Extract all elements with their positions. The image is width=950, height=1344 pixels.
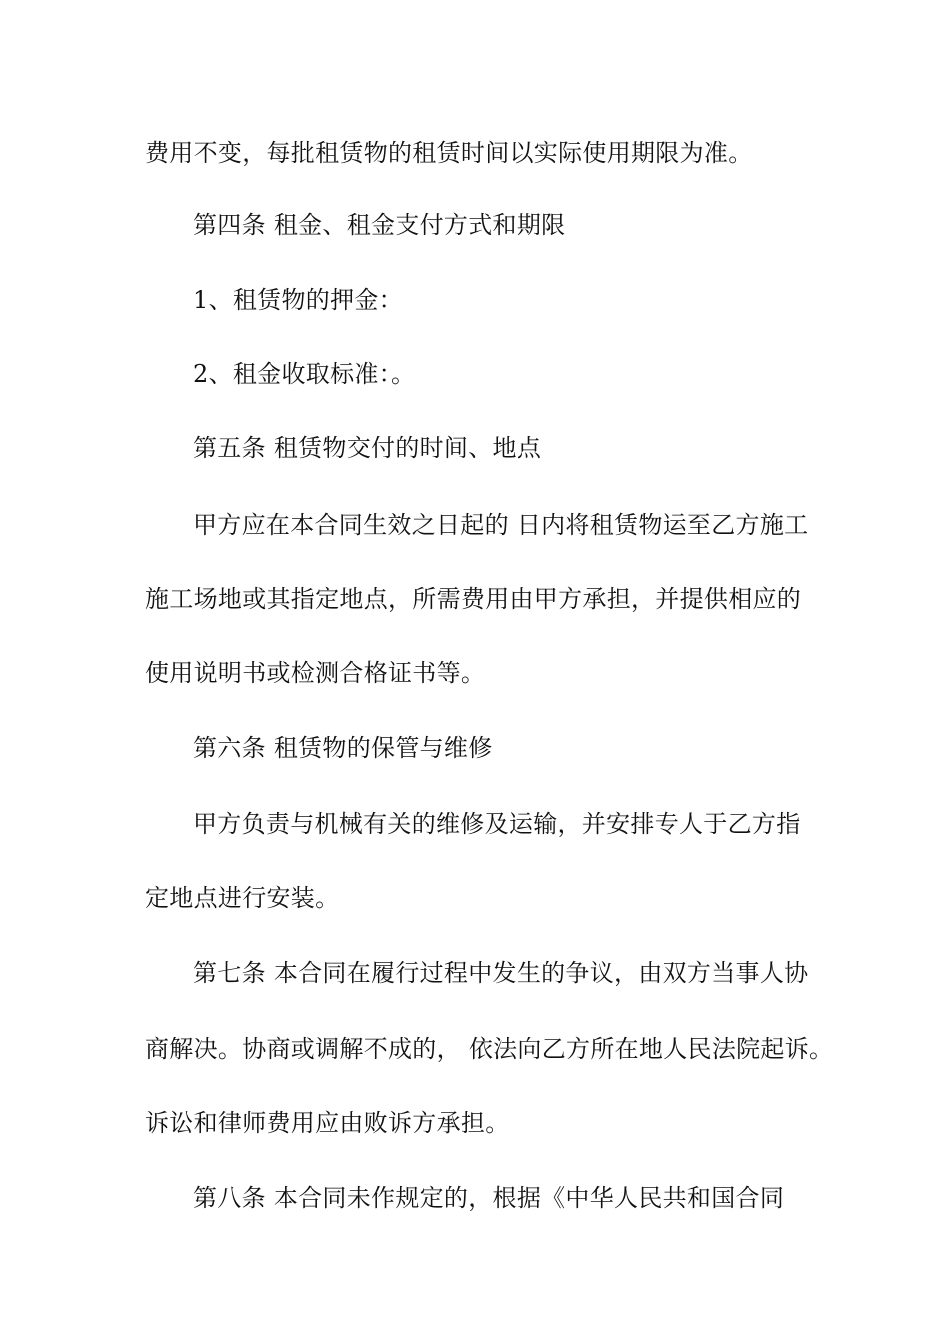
paragraph-line: 定地点进行安装。	[145, 884, 340, 912]
article-8-line: 第八条 本合同未作规定的，根据《中华人民共和国合同	[193, 1184, 785, 1212]
paragraph-line: 商解决。协商或调解不成的， 依法向乙方所在地人民法院起诉。	[145, 1035, 834, 1063]
paragraph-line: 甲方负责与机械有关的维修及运输，并安排专人于乙方指	[193, 810, 801, 838]
paragraph-line: 甲方应在本合同生效之日起的 日内将租赁物运至乙方施工	[193, 511, 809, 539]
paragraph-line: 2、租金收取标准：。	[193, 360, 416, 388]
paragraph-line: 诉讼和律师费用应由败诉方承担。	[145, 1109, 510, 1137]
article-5-heading: 第五条 租赁物交付的时间、地点	[193, 434, 542, 462]
article-4-heading: 第四条 租金、租金支付方式和期限	[193, 211, 566, 239]
paragraph-line: 1、租赁物的押金：	[193, 286, 403, 314]
paragraph-line: 费用不变，每批租赁物的租赁时间以实际使用期限为准。	[145, 139, 753, 167]
article-7-line: 第七条 本合同在履行过程中发生的争议，由双方当事人协	[193, 959, 809, 987]
paragraph-line: 施工场地或其指定地点，所需费用由甲方承担，并提供相应的	[145, 585, 802, 613]
paragraph-line: 使用说明书或检测合格证书等。	[145, 659, 486, 687]
article-6-heading: 第六条 租赁物的保管与维修	[193, 734, 493, 762]
